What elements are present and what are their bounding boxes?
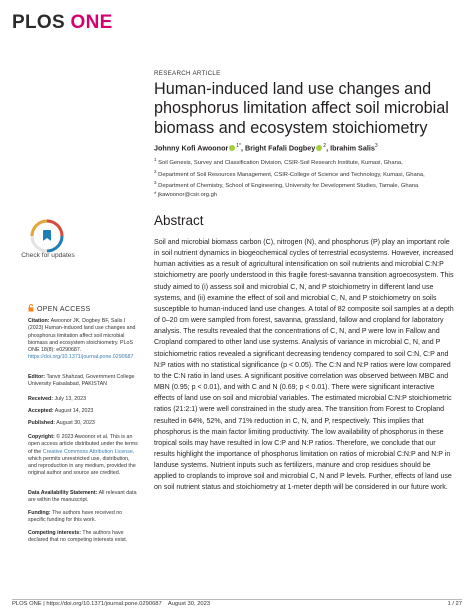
author-affil-marker: 1* <box>236 143 241 149</box>
author-name[interactable]: Bright Fafali Dogbey <box>245 143 316 153</box>
accepted-block <box>28 408 138 415</box>
footer-divider <box>12 599 462 600</box>
email-link[interactable]: jkawoonor@csir.org.gh <box>157 192 218 198</box>
copyright-label: Copyright: <box>28 434 55 440</box>
citation-block <box>28 318 138 362</box>
published-label: Published: <box>28 420 56 426</box>
citation-doi-link[interactable]: https://doi.org/10.1371/journal.pone.0290687 <box>28 354 134 361</box>
article-title: Human-induced land use changes and phosphorus limitation affect soil microbial biomass and ecosystem stoichiometry <box>154 80 449 137</box>
affiliation-item <box>154 168 454 180</box>
affiliation-text: Department of Soil Resources Management, CSIR-College of Science and Technology, Kumasi, Ghana, <box>158 171 425 178</box>
received-date: July 13, 2023 <box>54 396 87 402</box>
accepted-label: Accepted: <box>28 408 54 414</box>
accepted-date: August 14, 2023 <box>54 408 94 414</box>
orcid-icon[interactable] <box>316 145 322 151</box>
copyright-block <box>28 434 138 478</box>
asterisk-icon: * <box>154 192 157 198</box>
copyright-text: © 2023 Awoonor et al. This is an open access article distributed under the terms of the <box>28 434 138 455</box>
orcid-icon[interactable] <box>229 145 235 151</box>
competing-interests-label: Competing interests: <box>28 530 81 536</box>
author-affil-marker: 2 <box>323 143 327 149</box>
logo-one: ONE <box>70 12 113 33</box>
corresponding-email <box>154 192 217 198</box>
citation-label: Citation: <box>28 318 50 324</box>
open-lock-icon <box>28 304 34 312</box>
check-for-updates-label[interactable]: Check for updates <box>21 252 75 259</box>
logo-plos: PLOS <box>12 12 65 33</box>
editor-block <box>28 374 138 389</box>
open-access-label <box>28 304 90 313</box>
published-block <box>28 420 138 427</box>
article-type: RESEARCH ARTICLE <box>154 70 221 77</box>
received-block <box>28 396 138 403</box>
license-link[interactable]: Creative Commons Attribution License, <box>42 448 135 455</box>
affiliation-item <box>154 179 454 191</box>
abstract-body: Soil and microbial biomass carbon (C), nitrogen (N), and phosphorus (P) play an important role in soil nutrient dynamics in biogeochemical cycles of terrestrial ecosystems. However, increased human activities as a result of agricultural intensification on soil nutrients and microbial C:N:P stoichiometry are poorly understood in this fragile forest-savanna transition agroecosystem. This study aimed to (i) assess soil and microbial C, N, and P stoichiometry in different land use systems, and (ii) examine the effect of soil and microbial C, N, and P stoichiometry on soils susceptible to human-induced land use changes. A total of 82 composite soil samples at a depth of 0–20 cm were sampled from forest, savanna, grassland, fallow and cropland for laboratory analysis. The results revealed that the concentrations of C, N, and P were low in Fallow and Cropland compared to other land use systems. Analysis of variance in microbial C, N, and P stoichiometric ratios revealed a significant decreasing tendency compared to soil C:N, C:P and N:P ratios with no statistical significance (p < 0.05). The C:N and N:P ratios were low compared to the C:N ratio in land uses. A significant positive correlation was observed between MBC and MBN (0.95; p < 0.01), and with C and N (0.69; p < 0.01). There were significant interactive effects of land use on soil and microbial variables. The estimated microbial C:N:P stoichiometric ratios (21:2:1) were well constrained in the study area. The transition from Forest to Cropland resulted in 64%, 52%, and 71% reduction in C, N, and P, respectively. This implies that phosphorus is the main factor limiting productivity. The low availability of phosphorus in these tropical soils may have resulted in low C:P and N:P ratios. Therefore, we conclude that our results highlight the importance of phosphorus limitation on ratios of microbial C:N:P and N:P in landuse systems. Nutrient inputs such as fertilizers, manure and crop residues should be applied to croplands to improve soil and microbial C, N and P levels. Further, effects of land use on soil nutrient status and stoichiometry at 1-meter depth will be considered in our future work. <box>154 239 454 492</box>
funding-label: Funding: <box>28 510 51 516</box>
abstract-heading: Abstract <box>154 213 204 228</box>
data-availability-block <box>28 490 138 505</box>
affiliation-text: Soil Genesis, Survey and Classification Division, CSIR-Soil Research Institute, Kumasi, Ghana, <box>158 159 403 166</box>
received-label: Received: <box>28 396 54 402</box>
affiliation-number: 1 <box>154 157 157 162</box>
copyright-text-continued: which permits unrestricted use, distribution, and reproduction in any medium, provided the original author and source are credited. <box>28 455 136 477</box>
funding-block <box>28 510 138 525</box>
affiliation-text: Department of Chemistry, School of Engineering, University for Development Studies, Tamale, Ghana <box>158 182 419 189</box>
author-name[interactable]: Ibrahim Salis <box>330 143 375 153</box>
author-name[interactable]: Johnny Kofi Awoonor <box>154 143 229 153</box>
affiliations <box>154 156 454 191</box>
published-date: August 30, 2023 <box>56 420 95 426</box>
editor-label: Editor: <box>28 374 46 380</box>
affiliation-number: 3 <box>154 180 157 186</box>
author-list: Johnny Kofi Awoonor $^{1*}$, Bright Fafali Dogbey $^2$, Ibrahim Salis$^3$ <box>154 143 378 153</box>
page-number: 1 / 27 <box>447 601 462 607</box>
citation-text: Awoonor JK, Dogbey BF, Salis I (2023) Human-induced land use changes and phosphorus limitation affect soil microbial biomass and ecosystem stoichiometry. PLoS ONE 18(8): e0290687. <box>28 318 136 354</box>
competing-interests-block <box>28 530 138 545</box>
affiliation-number: 2 <box>154 168 157 174</box>
data-availability-label: Data Availability Statement: <box>28 490 98 496</box>
footer-citation: PLOS ONE | https://doi.org/10.1371/journal.pone.0290687 August 30, 2023 <box>12 601 211 607</box>
author-affil-marker: 3 <box>374 143 378 149</box>
funding-text: The authors have received no specific funding for this work. <box>28 510 123 524</box>
journal-logo <box>12 12 113 34</box>
open-access-text: OPEN ACCESS <box>37 306 91 313</box>
data-availability-text: All relevant data are within the manuscript. <box>28 490 137 504</box>
affiliation-item <box>154 156 454 168</box>
check-for-updates-icon[interactable] <box>24 218 70 268</box>
competing-interests-text: The authors have declared that no competing interests exist. <box>28 530 128 544</box>
editor-text: Tanvir Shahzad, Government College University Faisalabad, PAKISTAN <box>28 374 135 388</box>
